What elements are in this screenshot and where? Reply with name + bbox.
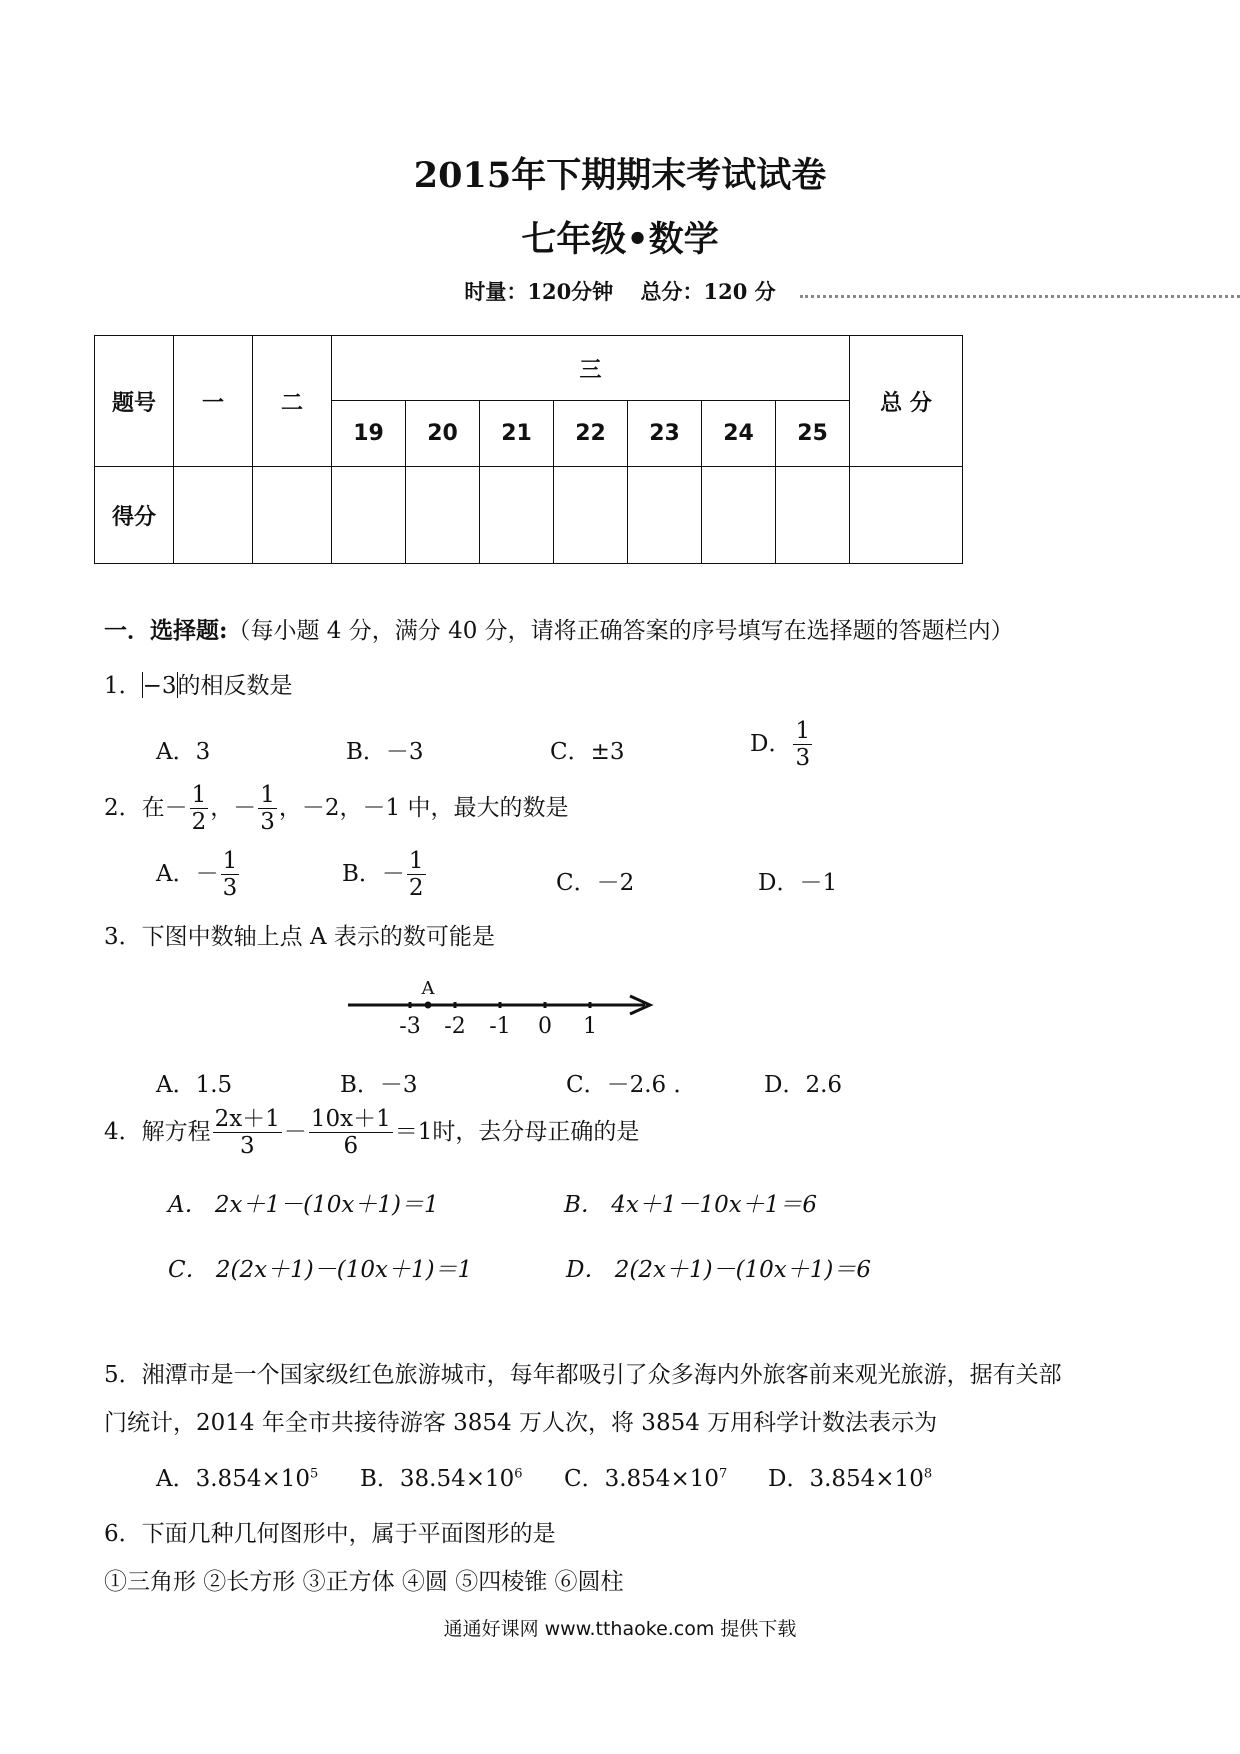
option-text: A．3.854×10	[156, 1466, 310, 1492]
denominator: 3	[222, 875, 238, 902]
score-table-subcol: 22	[554, 401, 628, 467]
score-cell	[332, 467, 406, 564]
question-text: ＝1时，去分母正确的是	[394, 1118, 640, 1145]
exponent: 6	[514, 1466, 523, 1482]
score-cell	[776, 467, 850, 564]
q5-option-b	[360, 1460, 523, 1493]
option-text: B．38.54×10	[360, 1466, 515, 1492]
number-line	[340, 975, 660, 1045]
exam-meta	[0, 276, 1240, 306]
score-cell	[554, 467, 628, 564]
fraction	[258, 782, 277, 836]
fraction	[213, 1106, 282, 1160]
question-1-stem	[104, 667, 293, 700]
exponent: 7	[718, 1466, 728, 1482]
q5-option-a	[156, 1460, 318, 1493]
number-line-tick-label: 1	[583, 1014, 597, 1039]
numerator: 1	[408, 848, 424, 874]
section-1-description: （每小题 4 分，满分 40 分，请将正确答案的序号填写在选择题的答题栏内）	[227, 618, 1014, 644]
numerator: 10x＋1	[310, 1106, 391, 1132]
option-text: C．3.854×10	[564, 1466, 719, 1492]
q3-option-a: A．1.5	[156, 1072, 233, 1098]
question-5-line-2: 门统计，2014 年全市共接待游客 3854 万人次，将 3854 万用科学计数法表示为	[104, 1410, 938, 1436]
fraction	[221, 848, 240, 902]
q2-option-c: C．－2	[556, 870, 635, 896]
q4-option-a: A． 2x＋1－(10x＋1)＝1	[168, 1192, 439, 1218]
minus-sign: －	[164, 794, 188, 821]
score-table-subcol: 24	[702, 401, 776, 467]
minus-sign: －	[233, 794, 257, 821]
question-6-options: ①三角形 ②长方形 ③正方体 ④圆 ⑤四棱锥 ⑥圆柱	[104, 1569, 624, 1595]
q3-option-d: D．2.6	[764, 1072, 843, 1098]
denominator: 6	[343, 1133, 359, 1160]
fraction	[190, 782, 209, 836]
score-cell	[253, 467, 332, 564]
score-cell	[480, 467, 554, 564]
number-line-tick-label: -1	[489, 1014, 511, 1039]
cut-line-dots	[800, 295, 1240, 298]
denominator: 3	[260, 809, 275, 836]
option-label: B．－	[342, 860, 405, 887]
q2-option-d: D．－1	[758, 870, 838, 896]
score-table-subcol: 19	[332, 401, 406, 467]
question-number: 1．	[104, 673, 142, 699]
q4-option-d: D． 2(2x＋1)－(10x＋1)＝6	[566, 1257, 872, 1283]
numerator: 1	[222, 848, 238, 874]
q1-option-a: A．3	[156, 739, 211, 765]
score-table-subcol: 21	[480, 401, 554, 467]
option-text: D．3.854×10	[768, 1466, 924, 1492]
exam-subtitle: 七年级•数学	[521, 219, 719, 260]
score-table-subcol: 20	[406, 401, 480, 467]
separator: ，	[210, 794, 234, 821]
score-cell	[850, 467, 963, 564]
q1-option-d	[750, 718, 814, 772]
question-3-stem: 3．下图中数轴上点 A 表示的数可能是	[104, 924, 495, 950]
option-label: D．	[750, 730, 792, 757]
score-cell	[628, 467, 702, 564]
numerator: 2x＋1	[214, 1106, 280, 1132]
q3-option-c: C．－2.6 ．	[566, 1072, 697, 1098]
q4-option-b: B． 4x＋1－10x＋1＝6	[564, 1192, 817, 1218]
duration-text: 时量：120分钟	[464, 279, 614, 304]
exponent: 8	[923, 1466, 933, 1482]
numerator: 1	[191, 782, 207, 808]
score-table-part-1: 一	[174, 336, 253, 467]
question-6-stem: 6．下面几种几何图形中，属于平面图形的是	[104, 1521, 556, 1547]
abs-value: −3	[142, 673, 177, 699]
section-1-heading	[104, 612, 1014, 645]
score-table-subcol: 25	[776, 401, 850, 467]
exam-title: 2015年下期期末考试试卷	[413, 155, 827, 196]
score-table	[94, 335, 963, 564]
q1-option-c: C．±3	[550, 739, 625, 765]
option-label: A．－	[156, 860, 219, 887]
denominator: 3	[239, 1133, 255, 1160]
q4-option-c: C． 2(2x＋1)－(10x＋1)＝1	[168, 1257, 473, 1283]
q2-option-a	[156, 848, 241, 902]
q1-option-b: B．－3	[346, 739, 424, 765]
score-table-total-label: 总 分	[850, 336, 963, 467]
fraction	[407, 848, 426, 902]
question-4-stem	[104, 1106, 639, 1160]
question-text: ，－2，－1 中，最大的数是	[278, 794, 569, 821]
question-5-line-1: 5．湘潭市是一个国家级红色旅游城市，每年都吸引了众多海内外旅客前来观光旅游，据有关部	[104, 1362, 1062, 1388]
q2-option-b	[342, 848, 428, 902]
q5-option-c	[564, 1460, 727, 1493]
q5-option-d	[768, 1460, 932, 1493]
number-line-tick-label: -2	[444, 1014, 466, 1039]
number-line-tick-label: 0	[538, 1014, 552, 1039]
score-cell	[406, 467, 480, 564]
minus-sign: －	[283, 1118, 307, 1145]
score-cell	[174, 467, 253, 564]
score-table-part-3: 三	[332, 336, 850, 401]
denominator: 3	[795, 745, 811, 772]
question-text: 4．解方程	[104, 1118, 211, 1145]
point-a-marker	[425, 1002, 432, 1009]
total-score-text: 总分：120 分	[640, 279, 776, 304]
numerator: 1	[795, 718, 811, 744]
fraction	[309, 1106, 393, 1160]
section-1-label: 一．选择题:	[104, 617, 228, 644]
q3-option-b: B．－3	[340, 1072, 418, 1098]
fraction	[793, 718, 812, 772]
page-footer: 通通好课网 www.tthaoke.com 提供下载	[443, 1618, 797, 1640]
score-table-subcol: 23	[628, 401, 702, 467]
denominator: 2	[408, 875, 424, 902]
numerator: 1	[260, 782, 275, 808]
question-text: 的相反数是	[177, 673, 293, 699]
score-table-part-2: 二	[253, 336, 332, 467]
question-2-stem	[104, 782, 569, 836]
score-table-row-label: 得分	[95, 467, 174, 564]
question-number: 2．在	[104, 794, 165, 821]
score-cell	[702, 467, 776, 564]
score-table-header-label: 题号	[95, 336, 174, 467]
denominator: 2	[191, 809, 207, 836]
number-line-tick-label: -3	[399, 1014, 421, 1039]
exponent: 5	[310, 1466, 319, 1482]
point-a-label: A	[421, 978, 435, 999]
